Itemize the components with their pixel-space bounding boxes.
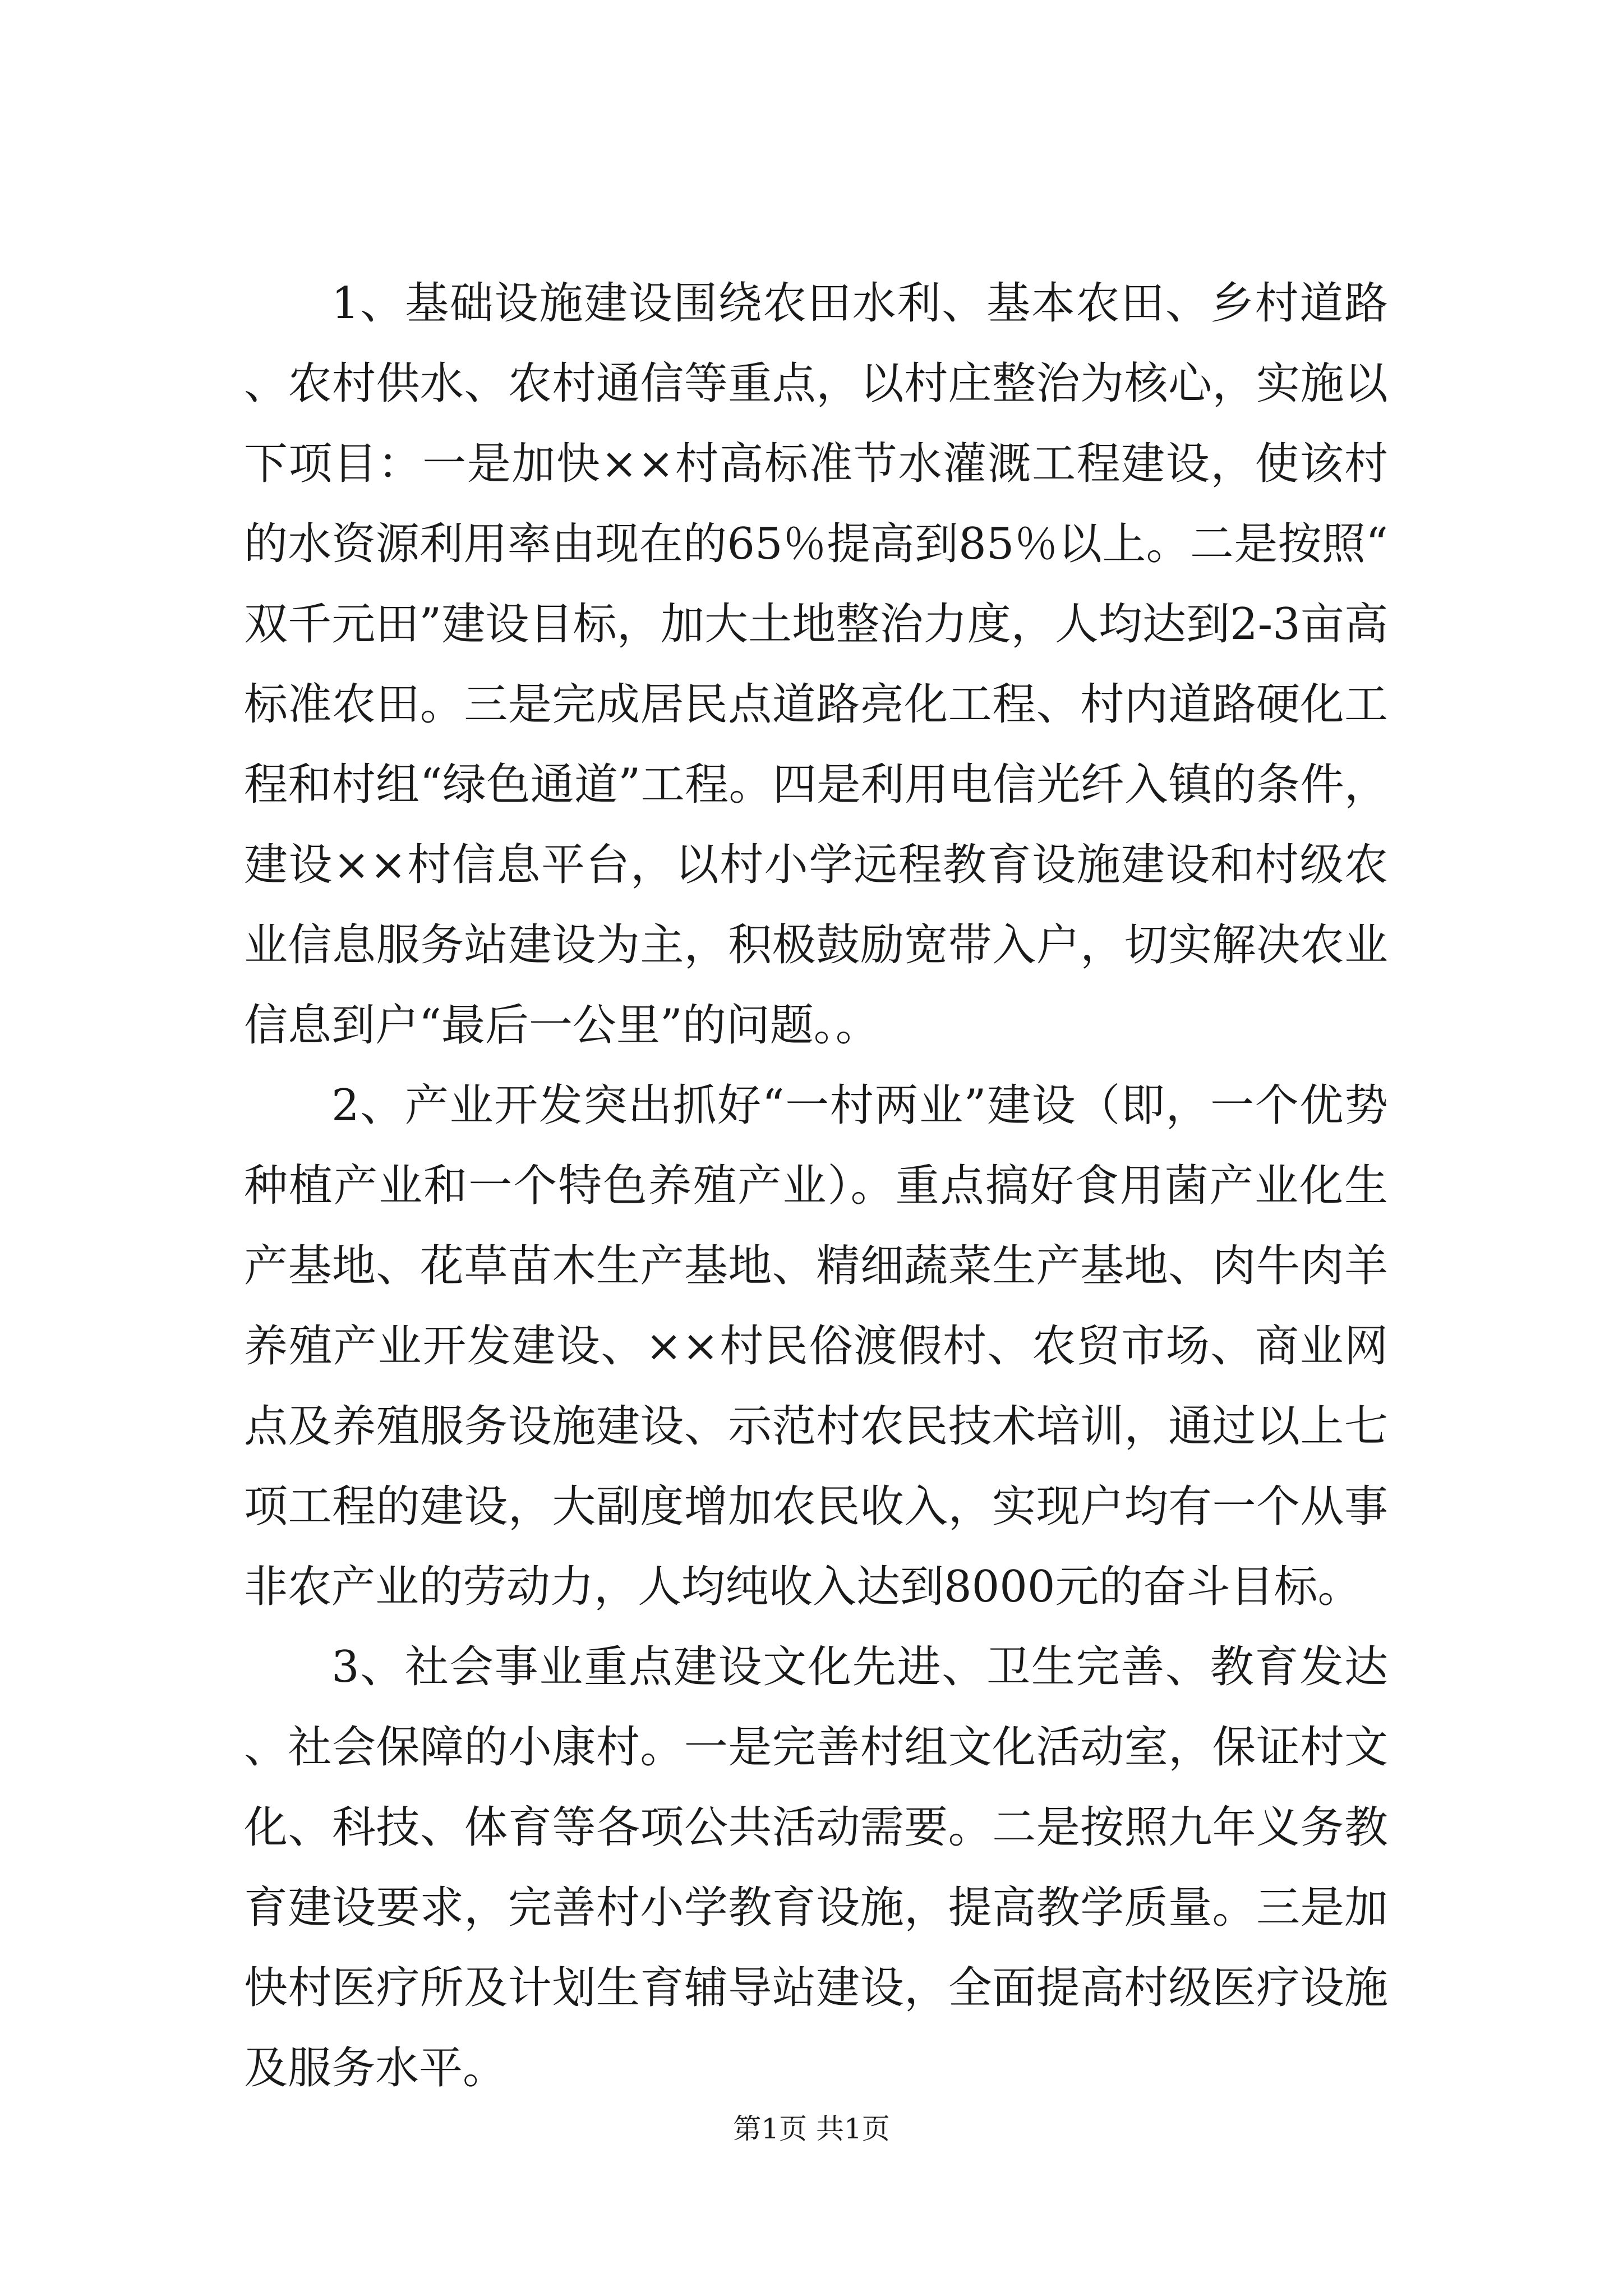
paragraph-industry: 2、产业开发突出抓好“一村两业”建设（即，一个优势种植产业和一个特色养殖产业）。重点搞好食用菌产业化生产基地、花草苗木生产基地、精细蔬菜生产基地、肉牛肉羊养殖产业开发建设、××村民俗渡假村、农贸市场、商业网点及养殖服务设施建设、示范村农民技术培训，通过以上七项工程的建设，大副度增加农民收入，实现户均有一个从事非农产业的劳动力，人均纯收入达到8000元的奋斗目标。	[244, 1080, 1388, 1612]
document-body	[244, 264, 1388, 2109]
page-number-footer: 第1页 共1页	[733, 2113, 890, 2145]
paragraph-social-affairs: 3、社会事业重点建设文化先进、卫生完善、教育发达、社会保障的小康村。一是完善村组文化活动室，保证村文化、科技、体育等各项公共活动需要。二是按照九年义务教育建设要求，完善村小学教育设施，提高教学质量。三是加快村医疗所及计划生育辅导站建设，全面提高村级医疗设施及服务水平。	[244, 1642, 1388, 2093]
paragraph-infrastructure: 1、基础设施建设围绕农田水利、基本农田、乡村道路、农村供水、农村通信等重点，以村庄整治为核心，实施以下项目：一是加快××村高标准节水灌溉工程建设，使该村的水资源利用率由现在的65％提高到85％以上。二是按照“双千元田”建设目标，加大土地整治力度，人均达到2-3亩高标准农田。三是完成居民点道路亮化工程、村内道路硬化工程和村组“绿色通道”工程。四是利用电信光纤入镇的条件，建设××村信息平台，以村小学远程教育设施建设和村级农业信息服务站建设为主，积极鼓励宽带入户，切实解决农业信息到户“最后一公里”的问题。。	[244, 278, 1388, 1051]
